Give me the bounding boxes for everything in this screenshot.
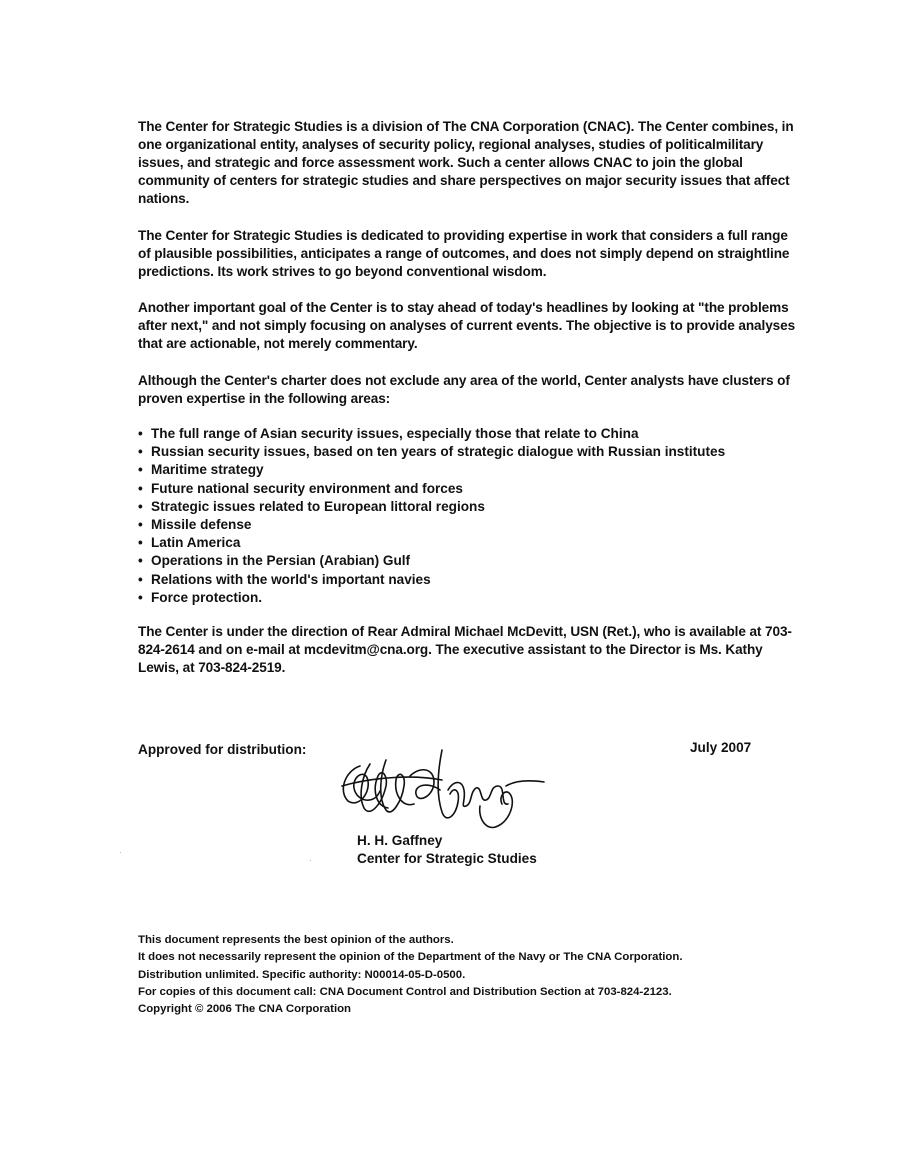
- disclaimer-line: Distribution unlimited. Specific authority: N00014-05-D-0500.: [138, 968, 466, 981]
- list-item-text: Relations with the world's important navies: [151, 571, 431, 587]
- approval-label: Approved for distribution:: [138, 742, 307, 757]
- expertise-paragraph: The Center for Strategic Studies is dedicated to providing expertise in work that considers a full range of plausible possibilities, anticipates a range of outcomes, and does not simply depend on straightline predictions. Its work strives to go beyond conventional wisdom.: [138, 228, 790, 279]
- bullet-icon: •: [138, 535, 143, 551]
- bullet-icon: •: [138, 517, 143, 533]
- charter-paragraph: Although the Center's charter does not exclude any area of the world, Center analysts have clusters of proven expertise in the following areas:: [138, 373, 790, 406]
- signer-name: H. H. Gaffney: [357, 833, 443, 848]
- director-paragraph: The Center is under the direction of Rear Admiral Michael McDevitt, USN (Ret.), who is available at 703-824-2614 and on e-mail at mcdevitm@cna.org. The executive assistant to the Director is Ms. Kathy Lewis, at 703-824-2519.: [138, 624, 792, 675]
- list-item: [138, 534, 798, 552]
- disclaimer-block: [138, 932, 778, 1018]
- list-item: [138, 571, 798, 589]
- goal-paragraph: Another important goal of the Center is to stay ahead of today's headlines by looking at "the problems after next," and not simply focusing on analyses of current events. The objective is to provide analyses that are actionable, not merely commentary.: [138, 300, 796, 351]
- scan-speck: [310, 860, 311, 861]
- list-item: [138, 552, 798, 570]
- list-item: [138, 461, 798, 479]
- list-item: [138, 480, 798, 498]
- signer-block: [357, 832, 537, 868]
- bullet-icon: •: [138, 462, 143, 478]
- copyright-line: Copyright © 2006 The CNA Corporation: [138, 1003, 352, 1016]
- handwritten-signature: [330, 746, 550, 836]
- list-item-text: Latin America: [151, 535, 241, 551]
- list-item: [138, 443, 798, 461]
- scan-speck: [120, 852, 121, 853]
- bullet-icon: •: [138, 498, 143, 514]
- list-item: [138, 425, 798, 443]
- bullet-icon: •: [138, 553, 143, 569]
- bullet-icon: •: [138, 480, 143, 496]
- list-item-text: The full range of Asian security issues, especially those that relate to China: [151, 426, 639, 441]
- disclaimer-line: It does not necessarily represent the opinion of the Department of the Navy or The CNA Corporation.: [138, 951, 683, 964]
- list-item-text: Missile defense: [151, 517, 252, 533]
- list-item-text: Strategic issues related to European littoral regions: [151, 498, 485, 514]
- approval-date: July 2007: [690, 740, 752, 755]
- expertise-list: [138, 425, 798, 607]
- list-item-text: Future national security environment and forces: [151, 480, 463, 496]
- intro-paragraph: The Center for Strategic Studies is a division of The CNA Corporation (CNAC). The Center combines, in one organizational entity, analyses of security policy, regional analyses, studies of politicalmilitary issues, and strategic and force assessment work. Such a center allows CNAC to join the global community of centers for strategic studies and share perspectives on major security issues that affect nations.: [138, 119, 794, 206]
- bullet-icon: •: [138, 426, 143, 441]
- bullet-icon: •: [138, 589, 143, 605]
- list-item: [138, 516, 798, 534]
- bullet-icon: •: [138, 444, 143, 460]
- list-item-text: Russian security issues, based on ten years of strategic dialogue with Russian institutes: [151, 444, 726, 460]
- list-item-text: Force protection.: [151, 589, 263, 605]
- signer-organization: Center for Strategic Studies: [357, 851, 537, 866]
- list-item-text: Operations in the Persian (Arabian) Gulf: [151, 553, 411, 569]
- list-item-text: Maritime strategy: [151, 462, 264, 478]
- disclaimer-line: This document represents the best opinion of the authors.: [138, 934, 454, 946]
- bullet-icon: •: [138, 571, 143, 587]
- list-item: [138, 498, 798, 516]
- list-item: [138, 589, 798, 607]
- disclaimer-line: For copies of this document call: CNA Document Control and Distribution Section at 703-824-2123.: [138, 985, 672, 998]
